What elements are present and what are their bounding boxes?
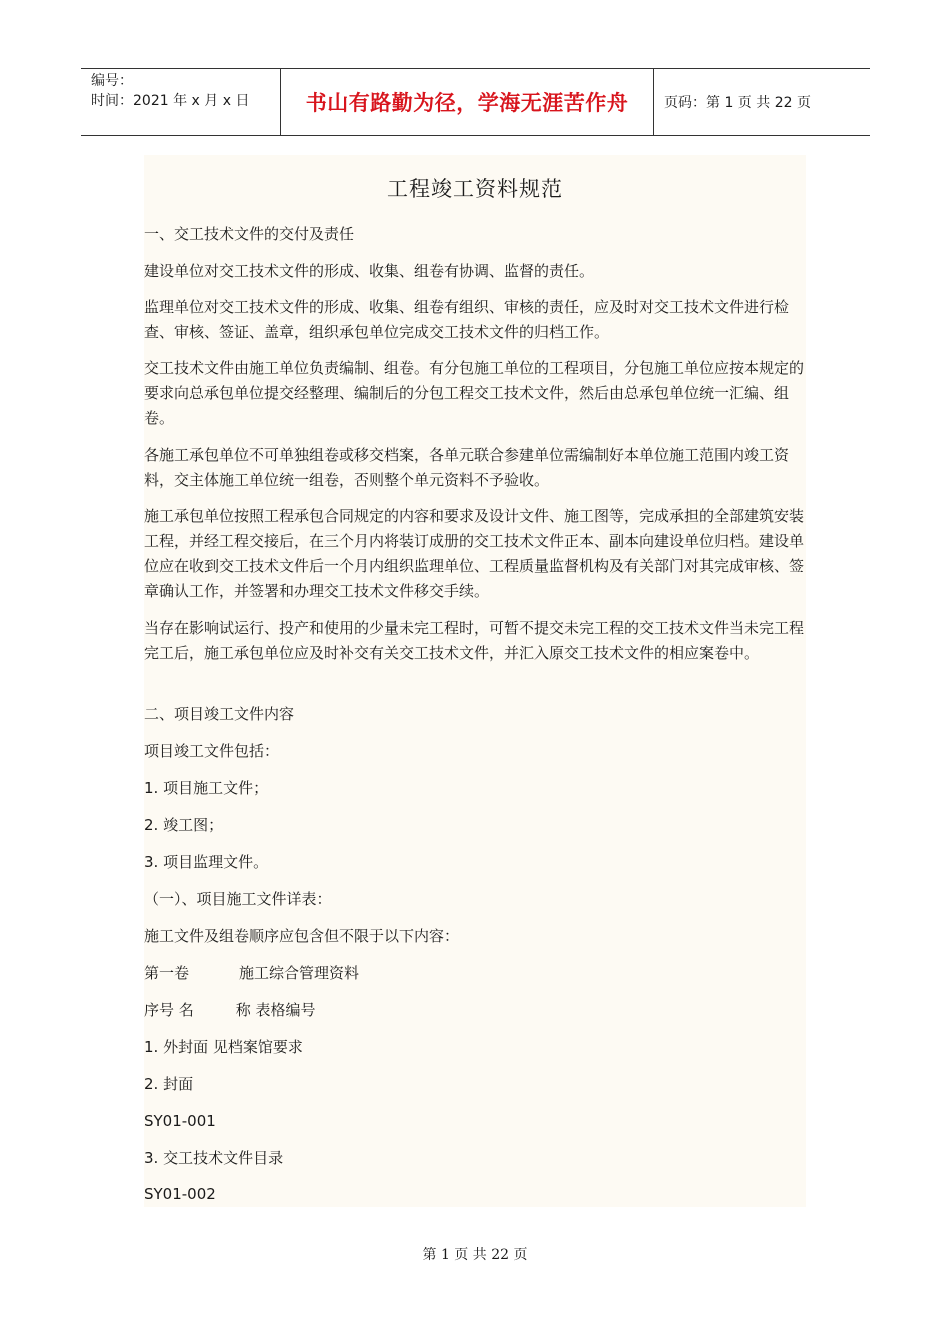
paragraph: 各施工承包单位不可单独组卷或移交档案，各单元联合参建单位需编制好本单位施工范围内竣工资料，交主体施工单位统一组卷，否则整个单元资料不予验收。 (144, 446, 790, 489)
volume-number: 第一卷 (144, 964, 190, 982)
paragraph: 建设单位对交工技术文件的形成、收集、组卷有协调、监督的责任。 (144, 262, 595, 280)
list-item: 2. 封面 (144, 1075, 194, 1093)
header-page-info: 页码：第 1 页 共 22 页 (664, 95, 811, 111)
paragraph: 施工文件及组卷顺序应包含但不限于以下内容： (144, 927, 460, 945)
column-label-form: 称 表格编号 (235, 1001, 316, 1019)
list-item: 2. 竣工图； (144, 816, 224, 834)
paragraph: 施工承包单位按照工程承包合同规定的内容和要求及设计文件、施工图等，完成承担的全部建筑安装工程，并经工程交接后，在三个月内将装订成册的交工技术文件正本、副本向建设单位归档。建设单位应在收到交工技术文件后一个月内组织监理单位、工程质量监督机构及有关部门对其完成审核、签章确认工作，并签署和办理交工技术文件移交手续。 (144, 507, 805, 600)
paragraph: 项目竣工文件包括： (144, 742, 280, 760)
list-item: 1. 项目施工文件； (144, 779, 269, 797)
page-header (81, 68, 870, 136)
paragraph: 监理单位对交工技术文件的形成、收集、组卷有组织、审核的责任，应及时对交工技术文件进行检查、审核、签证、盖章，组织承包单位完成交工技术文件的归档工作。 (144, 298, 790, 341)
list-item: 3. 交工技术文件目录 (144, 1149, 284, 1167)
subsection-heading: （一）、项目施工文件详表： (144, 890, 332, 908)
paragraph: 当存在影响试运行、投产和使用的少量未完工程时，可暂不提交未完工程的交工技术文件当未完工程完工后，施工承包单位应及时补交有关交工技术文件，并汇入原交工技术文件的相应案卷中。 (144, 619, 805, 662)
column-label-number: 序号 名 (144, 1001, 194, 1019)
table-header-row (144, 998, 806, 1023)
section-heading: 二、项目竣工文件内容 (144, 705, 295, 723)
header-number: 编号： (91, 73, 133, 89)
list-item: 1. 外封面 见档案馆要求 (144, 1038, 303, 1056)
volume-row (144, 961, 806, 986)
header-time: 时间：2021 年 x 月 x 日 (91, 93, 250, 109)
form-code: SY01-002 (144, 1185, 216, 1203)
paragraph: 交工技术文件由施工单位负责编制、组卷。有分包施工单位的工程项目，分包施工单位应按本规定的要求向总承包单位提交经整理、编制后的分包工程交工技术文件，然后由总承包单位统一汇编、组卷。 (144, 359, 805, 427)
section-heading: 一、交工技术文件的交付及责任 (144, 225, 355, 243)
header-motto: 书山有路勤为径，学海无涯苦作舟 (281, 69, 654, 135)
document-body (144, 155, 806, 1207)
page-footer: 第 1 页 共 22 页 (422, 1247, 528, 1263)
document-title: 工程竣工资料规范 (387, 177, 563, 201)
form-code: SY01-001 (144, 1112, 216, 1130)
volume-title: 施工综合管理资料 (239, 964, 360, 982)
list-item: 3. 项目监理文件。 (144, 853, 269, 871)
header-meta (81, 69, 281, 135)
